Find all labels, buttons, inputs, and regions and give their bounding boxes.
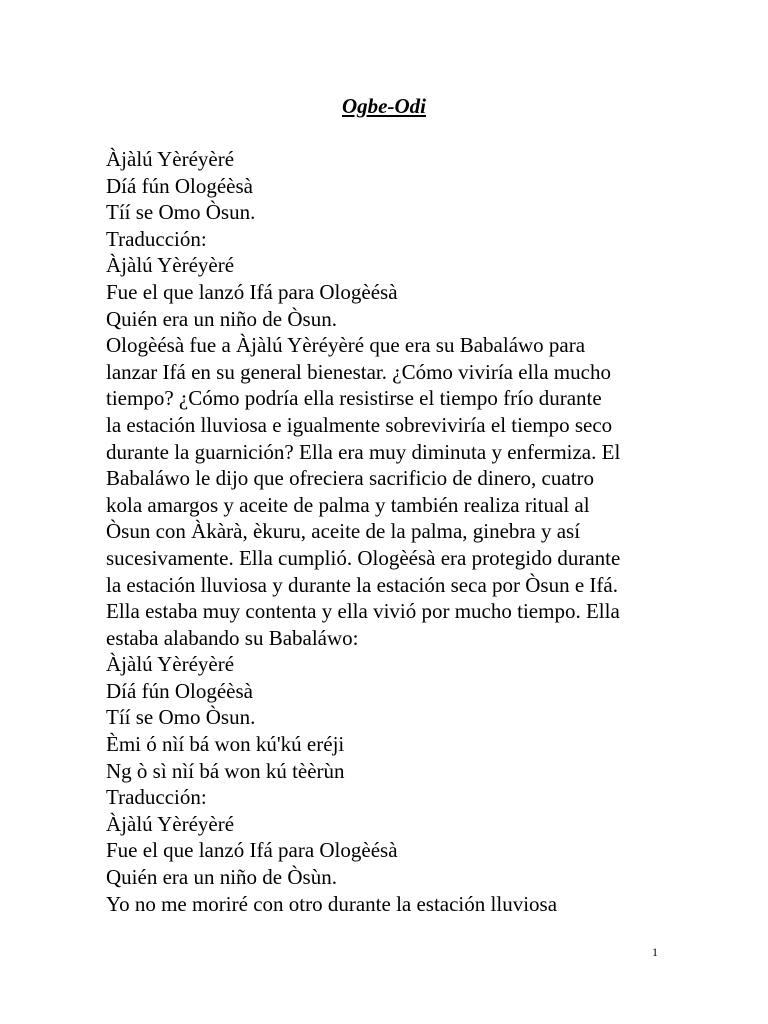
text-line: sucesivamente. Ella cumplió. Ologèésà era protegido durante [106,545,621,570]
text-line: Èmi ó nìí bá won kú'kú eréji [106,732,345,757]
text-line: Ng ò sì nìí bá won kú tèèrùn [106,758,345,783]
text-line: Quién era un niño de Òsun. [106,306,337,331]
text-line: tiempo? ¿Cómo podría ella resistirse el tiempo frío durante [106,386,602,411]
text-line: Ella estaba muy contenta y ella vivió por mucho tiempo. Ella [106,599,620,624]
text-line: Fue el que lanzó Ifá para Ologèésà [106,838,398,863]
text-line: Díá fún Ologéèsà [106,678,253,703]
document-title: Ogbe-Odi [342,94,426,118]
text-line: la estación lluviosa y durante la estación seca por Òsun e Ifá. [106,572,618,597]
text-line: Òsun con Àkàrà, èkuru, aceite de la palma, ginebra y así [106,519,581,544]
text-line: Ologèésà fue a Àjàlú Yèréyèré que era su Babaláwo para [106,333,586,358]
text-line: kola amargos y aceite de palma y también realiza ritual al [106,492,590,517]
text-line: Traducción: [106,226,207,251]
text-line: Quién era un niño de Òsùn. [106,865,337,890]
text-line: Àjàlú Yèréyèré [106,652,235,677]
text-line: Tíí se Omo Òsun. [106,705,256,730]
document-body [106,146,672,917]
text-line: Àjàlú Yèréyèré [106,253,235,278]
text-line: Babaláwo le dijo que ofreciera sacrificio de dinero, cuatro [106,466,595,491]
text-line: Àjàlú Yèréyèré [106,811,235,836]
text-line: la estación lluviosa e igualmente sobreviviría el tiempo seco [106,412,613,437]
text-line: lanzar Ifá en su general bienestar. ¿Cómo viviría ella mucho [106,359,611,384]
text-line: estaba alabando su Babaláwo: [106,625,359,650]
text-line: Díá fún Ologéèsà [106,173,253,198]
text-line: Àjàlú Yèréyèré [106,147,235,171]
text-line: Fue el que lanzó Ifá para Ologèésà [106,279,398,304]
text-line: durante la guarnición? Ella era muy diminuta y enfermiza. El [106,439,621,464]
text-line: Tíí se Omo Òsun. [106,200,256,225]
text-line: Traducción: [106,785,207,810]
text-line: Yo no me moriré con otro durante la estación lluviosa [106,891,558,916]
page-number: 1 [652,945,658,959]
